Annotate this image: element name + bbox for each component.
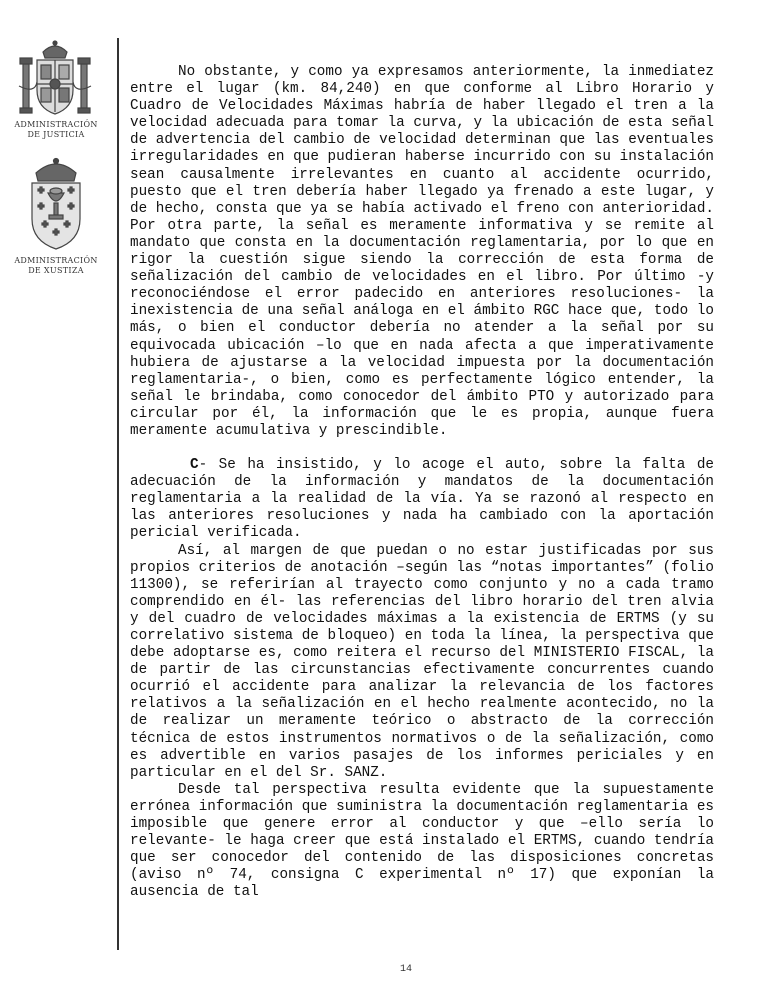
galicia-coat-of-arms-icon <box>18 155 94 251</box>
paragraph-c <box>130 457 714 542</box>
ministry-label-justicia <box>0 120 112 140</box>
document-body <box>130 64 714 902</box>
label-line: DE JUSTICIA <box>27 130 85 139</box>
label-line: ADMINISTRACIÓN <box>14 120 98 129</box>
paragraph: Así, al margen de que puedan o no estar justificadas por sus propios criterios de anotación –según las “notas importantes” (folio 11300), se referirían al trayecto como conjunto y no a cada tramo comprendido en él- las referencias del libro horario del tren alvia y del cuadro de velocidades máximas a la existencia de ERTMS (y su correlativo sistema de bloqueo) en toda la línea, la perspectiva que debe adoptarse es, como reitera el recurso del MINISTERIO FISCAL, la de partir de las circunstancias efectivamente concurrentes cuando ocurrió el accidente para analizar la relevancia de los factores relativos a la señalización en el hecho realmente acontecido, no la de realizar un meramente teórico o abstracto de la corrección técnica de estos instrumentos normativos o de la señalización, como es advertible en varios pasajes de los informes periciales y en particular en el del Sr. SANZ. <box>130 542 714 781</box>
spain-coat-of-arms-icon <box>15 38 95 122</box>
label-line: DE XUSTIZA <box>28 266 84 275</box>
ministry-label-xustiza <box>0 256 112 276</box>
paragraph-spacer <box>130 440 714 457</box>
paragraph-text: - Se ha insistido, y lo acoge el auto, sobre la falta de adecuación de la información y mandatos de la documentación reglamentaria a la realidad de la vía. Ya se razonó al respecto en las anteriores resoluciones y nada ha cambiado con la aportación pericial verificada. <box>130 457 714 542</box>
label-line: ADMINISTRACIÓN <box>14 256 98 265</box>
margin-rule <box>117 38 119 950</box>
paragraph: No obstante, y como ya expresamos anteriormente, la inmediatez entre el lugar (km. 84,240) en que conforme al Libro Horario y Cuadro de Velocidades Máximas habría de haber llegado el tren a la velocidad adecuada para tomar la curva, y la ubicación de esta señal de advertencia del cambio de velocidad determinan que las eventuales irregularidades en que pudieran haberse incurrido con su instalación sean causalmente irrelevantes en cuanto al accidente ocurrido, puesto que el tren debería haber llegado ya frenado a este lugar, y de hecho, consta que ya se había activado el freno con anterioridad. Por otra parte, la señal es meramente informativa y se remite al mandato que consta en la documentación reglamentaria, por lo que en rigor la cuestión sigue siendo la corrección de esta forma de señalización del cambio de velocidades en el libro. Por último -y reconociéndose el error padecido en anteriores resoluciones- la inexistencia de una señal análoga en el ámbito RGC hace que, todo lo más, o bien el conductor debería no atender a la señal por su equivocada ubicación –lo que en nada afecta a que imperativamente hubiera de ajustarse a la velocidad impuesta por la documentación reglamentaria-, o bien, como es perfectamente lógico entender, la señal le brindaba, como conocedor del ámbito PTO y autorizado para circular por él, la información que le es propia, aunque fuera meramente acumulativa y prescindible. <box>130 64 714 439</box>
page-number: 14 <box>400 964 413 975</box>
sidebar <box>0 0 112 994</box>
paragraph: Desde tal perspectiva resulta evidente que la supuestamente errónea información que suministra la documentación reglamentaria es imposible que genere error al conductor y que –ello sería lo relevante- le haga creer que está instalado el ERTMS, cuando tendría que ser conocedor del contenido de las disposiciones concretas (aviso nº 74, consigna C experimental nº 17) que exponían la ausencia de tal <box>130 781 714 901</box>
section-letter: C <box>190 457 199 474</box>
